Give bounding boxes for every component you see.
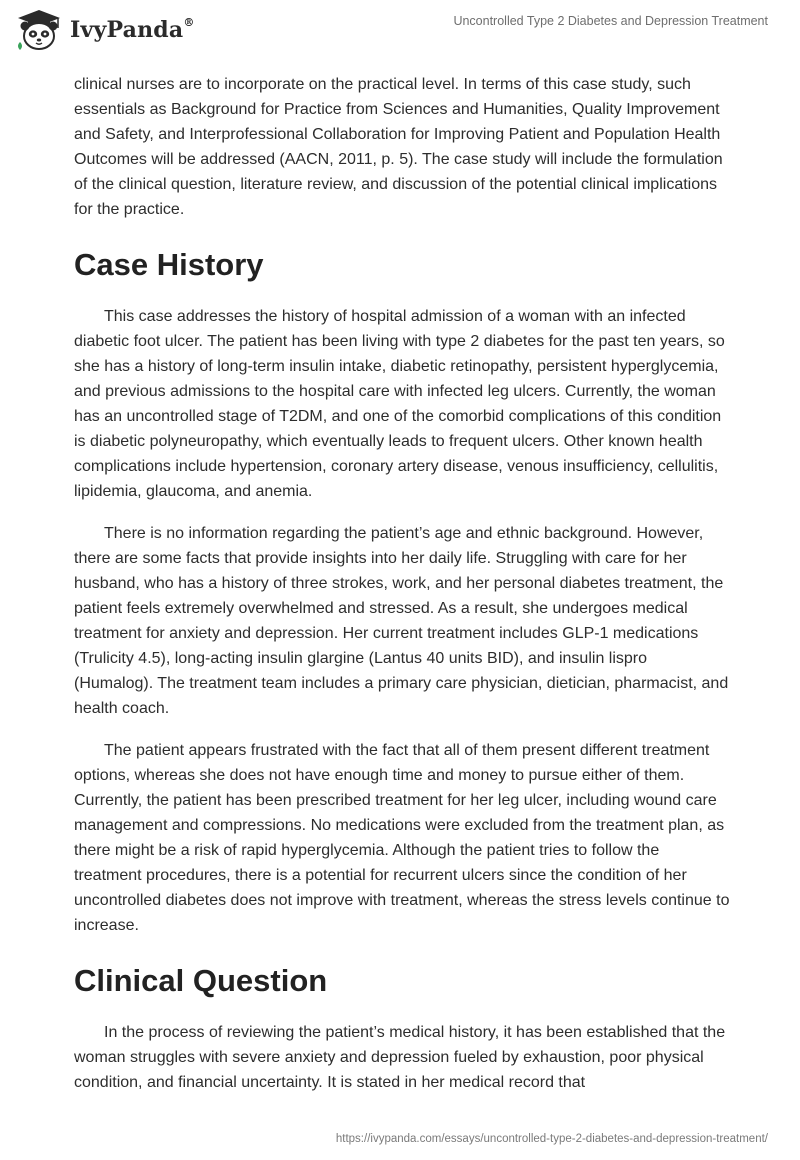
case-history-paragraph: There is no information regarding the patient’s age and ethnic background. However, there are some facts that provide insights into her daily life. Struggling with care for her husband, who has a history of three strokes, work, and her personal diabetes treatment, the patient feels extremely overwhelmed and stressed. As a result, she undergoes medical treatment for anxiety and depression. Her current treatment includes GLP-1 medications (Trulicity 4.5), long-acting insulin glargine (Lantus 40 units BID), and insulin lispro (Humalog). The treatment team includes a primary care physician, dietician, pharmacist, and health coach. bbox=[74, 525, 729, 717]
case-history-paragraph: This case addresses the history of hospital admission of a woman with an infected diabetic foot ulcer. The patient has been living with type 2 diabetes for the past ten years, so she has a history of long-term insulin intake, diabetic retinopathy, persistent hyperglycemia, and previous admissions to the hospital care with infected leg ulcers. Currently, the woman has an uncontrolled stage of T2DM, and one of the comorbid complications of this condition is diabetic polyneuropathy, which eventually leads to frequent ulcers. Other known health complications include hypertension, coronary artery disease, venous insufficiency, cellulitis, lipidemia, glaucoma, and anemia. bbox=[74, 308, 725, 500]
document-title: Uncontrolled Type 2 Diabetes and Depression Treatment bbox=[453, 14, 768, 28]
brand-logo[interactable] bbox=[14, 8, 195, 52]
source-url[interactable]: https://ivypanda.com/essays/uncontrolled-type-2-diabetes-and-depression-treatment/ bbox=[335, 1133, 768, 1145]
clinical-question-paragraph: In the process of reviewing the patient’s medical history, it has been established that the woman struggles with severe anxiety and depression fueled by exhaustion, poor physical condition, and financial uncertainty. It is stated in her medical record that bbox=[74, 1024, 726, 1091]
brand-name: IvyPanda® bbox=[70, 15, 195, 43]
essay-content bbox=[74, 72, 730, 1112]
section-heading-clinical-question: Clinical Question bbox=[74, 963, 328, 998]
page-header bbox=[0, 0, 800, 68]
panda-graduate-icon bbox=[14, 8, 64, 52]
case-history-paragraph: The patient appears frustrated with the fact that all of them present different treatment options, whereas she does not have enough time and money to pursue either of them. Currently, the patient has been prescribed treatment for her leg ulcer, including wound care management and compressions. No medications were excluded from the treatment plan, as there might be a risk of rapid hyperglycemia. Although the patient tries to follow the treatment procedures, there is a potential for recurrent ulcers since the condition of her uncontrolled diabetes does not improve with treatment, whereas the stress levels continue to increase. bbox=[74, 742, 730, 934]
intro-paragraph: clinical nurses are to incorporate on the practical level. In terms of this case study, such essentials as Background for Practice from Sciences and Humanities, Quality Improvement and Safety, and Interprofessional Collaboration for Improving Patient and Population Health Outcomes will be addressed (AACN, 2011, p. 5). The case study will include the formulation of the clinical question, literature review, and discussion of the potential clinical implications for the practice. bbox=[74, 76, 723, 218]
section-heading-case-history: Case History bbox=[74, 247, 264, 282]
